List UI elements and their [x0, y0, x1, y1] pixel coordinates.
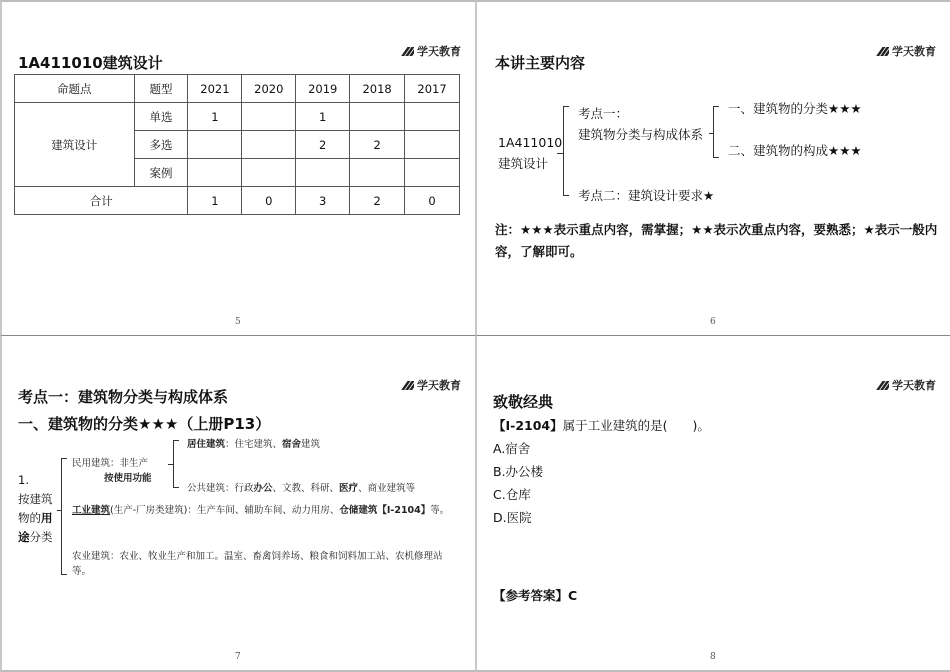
- header-cell: 2018: [350, 75, 405, 103]
- classification-root: [18, 471, 53, 547]
- outline-child-1: 一、建筑物的分类★★★: [728, 101, 862, 116]
- header-cell: 2017: [405, 75, 460, 103]
- legend-note: 注：★★★表示重点内容，需掌握；★★表示次重点内容，要熟悉；★表示一般内容，了解即可。: [495, 222, 938, 259]
- option-a: A.宿舍: [493, 441, 531, 456]
- civil-brace: [173, 440, 179, 488]
- brand-logo: [876, 377, 936, 393]
- total-cell: 3: [296, 187, 350, 215]
- table-header-row: [15, 75, 460, 103]
- option-c: C.仓库: [493, 487, 531, 502]
- outline-root-code: 1A411010: [498, 135, 563, 150]
- public-building: [187, 481, 415, 496]
- point-1-label: 考点一：: [578, 106, 629, 121]
- value-cell: [405, 131, 460, 159]
- type-cell: 案例: [134, 159, 188, 187]
- value-cell: [350, 159, 405, 187]
- header-cell: 题型: [134, 75, 188, 103]
- root-text: 分类: [29, 530, 53, 544]
- type-cell: 多选: [134, 131, 188, 159]
- page-number: 8: [710, 652, 716, 662]
- value-cell: [405, 103, 460, 131]
- industrial-text-bold: 仓储建筑【Ⅰ-2104】: [339, 505, 431, 516]
- slide-page-5: [0, 0, 476, 336]
- slide-page-6: [476, 0, 950, 336]
- civil-sub: 按使用功能: [104, 473, 152, 484]
- value-cell: 2: [350, 131, 405, 159]
- public-text: 、商业建筑等: [358, 483, 416, 494]
- value-cell: [242, 103, 296, 131]
- agricultural-building: 农业建筑：农业、牧业生产和加工。温室、畜禽饲养场、粮食和饲料加工站、农机修理站等。: [72, 551, 443, 577]
- residential-text-bold: 宿舍: [282, 439, 302, 450]
- value-cell: [296, 159, 350, 187]
- industrial-building: [72, 503, 457, 518]
- total-cell: 2: [350, 187, 405, 215]
- total-cell: 0: [242, 187, 296, 215]
- outline-root: [498, 132, 562, 174]
- root-text-bold: 用: [41, 511, 53, 525]
- outline-child-2: 二、建筑物的构成★★★: [728, 143, 862, 158]
- public-text-bold: 办公: [253, 483, 273, 494]
- civil-label: 民用建筑：非生产: [72, 458, 149, 469]
- residential-building: [187, 437, 320, 452]
- value-cell: 1: [296, 103, 350, 131]
- public-text: 、文教、科研、: [272, 483, 340, 494]
- table-total-row: [15, 187, 460, 215]
- reference-answer: 【参考答案】C: [493, 588, 578, 603]
- residential-text: 建筑: [301, 439, 321, 450]
- residential-text: ：住宅建筑、: [225, 439, 283, 450]
- brand-logo: [401, 43, 461, 59]
- header-cell: 2019: [296, 75, 350, 103]
- root-line: 按建筑: [18, 492, 53, 506]
- brand-name: 学天教育: [417, 45, 461, 58]
- outline-brace: [563, 106, 569, 196]
- value-cell: [242, 159, 296, 187]
- value-cell: [350, 103, 405, 131]
- value-cell: 2: [296, 131, 350, 159]
- root-line: [18, 528, 53, 547]
- total-label: 合计: [15, 187, 188, 215]
- industrial-text: 等。: [430, 505, 450, 516]
- brand-name: 学天教育: [417, 379, 461, 392]
- header-cell: 2021: [188, 75, 242, 103]
- brand-logo: [876, 43, 936, 59]
- industrial-text: (生产-厂房类建筑)：生产车间、辅助车间、动力用房、: [110, 505, 340, 516]
- civil-building: [72, 456, 152, 486]
- public-label: 公共建筑：行政: [187, 483, 254, 494]
- stripe-logo-icon: [876, 381, 889, 390]
- outline-root-label: 建筑设计: [498, 156, 549, 171]
- stripe-logo-icon: [401, 47, 414, 56]
- slide-page-8: [476, 336, 950, 672]
- root-number: 1.: [18, 473, 29, 487]
- value-cell: [188, 159, 242, 187]
- value-cell: 1: [188, 103, 242, 131]
- value-cell: [242, 131, 296, 159]
- industrial-label: 工业建筑: [72, 505, 111, 516]
- public-text-bold: 医疗: [339, 483, 359, 494]
- slide-page-7: [0, 336, 476, 672]
- question-text: 属于工业建筑的是( )。: [562, 418, 710, 433]
- option-d: D.医院: [493, 510, 532, 525]
- brand-name: 学天教育: [892, 379, 936, 392]
- page-title: 致敬经典: [493, 393, 554, 411]
- root-text: 物的: [18, 511, 41, 525]
- stripe-logo-icon: [401, 381, 414, 390]
- page-title: 考点一：建筑物分类与构成体系: [18, 388, 229, 406]
- root-line: [18, 509, 53, 528]
- type-cell: 单选: [134, 103, 188, 131]
- page-number: 6: [710, 317, 716, 327]
- value-cell: [405, 159, 460, 187]
- residential-label: 居住建筑: [187, 439, 226, 450]
- outline-point-2: 考点二：建筑设计要求★: [578, 188, 715, 203]
- page-title: 本讲主要内容: [495, 54, 586, 72]
- page-number: 5: [235, 317, 241, 327]
- total-cell: 1: [188, 187, 242, 215]
- outline-sub-brace: [713, 106, 719, 158]
- option-b: B.办公楼: [493, 464, 544, 479]
- classification-brace: [61, 458, 67, 575]
- total-cell: 0: [405, 187, 460, 215]
- header-cell: 2020: [242, 75, 296, 103]
- table-row: [15, 103, 460, 131]
- header-cell: 命题点: [15, 75, 135, 103]
- page-number: 7: [235, 652, 241, 662]
- section-title: 一、建筑物的分类★★★（上册P13）: [18, 415, 271, 433]
- stripe-logo-icon: [876, 47, 889, 56]
- root-text-bold: 途: [18, 530, 30, 544]
- point-1-title: 建筑物分类与构成体系: [578, 127, 704, 142]
- group-cell: 建筑设计: [15, 103, 135, 187]
- outline-point-1: [578, 103, 703, 145]
- question-stem: 【Ⅰ-2104】属于工业建筑的是( )。: [493, 418, 710, 433]
- page-title: 1A411010建筑设计: [18, 54, 163, 72]
- brand-logo: [401, 377, 461, 393]
- brand-name: 学天教育: [892, 45, 936, 58]
- exam-stats-table: [14, 74, 460, 215]
- value-cell: [188, 131, 242, 159]
